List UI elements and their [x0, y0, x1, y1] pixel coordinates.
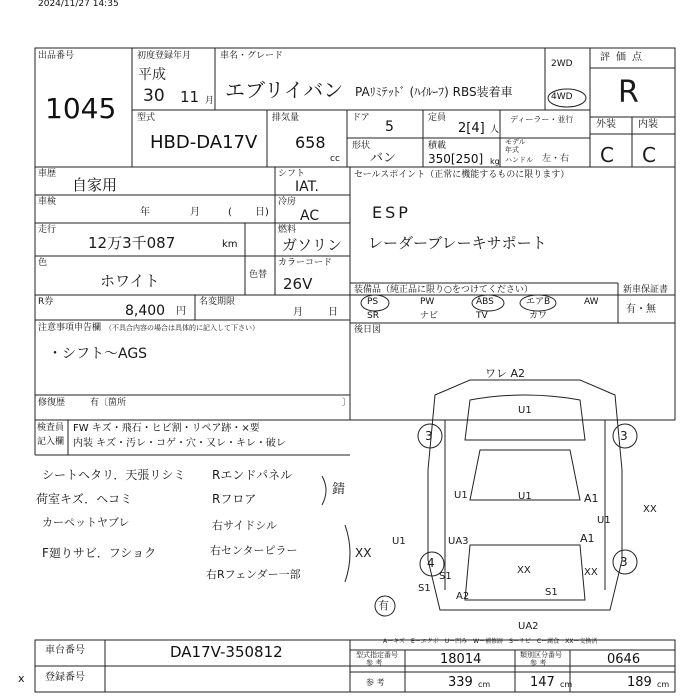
mark-x: x: [18, 672, 25, 685]
back-image-label: 後日図: [354, 325, 382, 335]
load-label: 積載: [428, 141, 447, 151]
diag-mark-14: XX: [517, 565, 531, 576]
reg-month-unit: 月: [205, 96, 215, 106]
note-ari: 有: [378, 599, 389, 612]
name-grade-label: 車名・グレード: [220, 51, 284, 61]
equip-abs: ABS: [476, 297, 494, 307]
inspector-line-2: 荷室キズ．ヘコミ: [36, 492, 133, 506]
inspector-label-1: 検査員: [37, 423, 65, 433]
diag-mark-7: U1: [597, 515, 611, 526]
inspector-legend-1: FW キズ・飛石・ヒビ割・リペア跡・×要: [73, 423, 260, 434]
first-reg-label: 初度登録年月: [137, 51, 192, 61]
shift-label: シフト: [278, 169, 306, 179]
ac-label: 冷房: [278, 197, 297, 207]
drive-2wd: 2WD: [551, 59, 573, 69]
interior-label: 内装: [638, 119, 658, 130]
model-year-label-2: 年式: [505, 146, 519, 154]
diag-mark-19: S1: [545, 587, 558, 598]
reg-year: 30: [143, 86, 165, 106]
dealer-label: ディーラー・並行: [510, 115, 574, 124]
inspector-label-2: 記入欄: [37, 437, 65, 447]
recycle: 8,400: [125, 303, 166, 319]
inspection-paren: (: [228, 207, 232, 218]
shape: バン: [370, 151, 397, 166]
kg-unit: kg: [490, 157, 500, 166]
inspection-month-unit: 月: [190, 207, 200, 218]
repair-value: 有〔箇所: [90, 398, 127, 408]
lot-number: 1045: [45, 92, 117, 125]
doors: 5: [385, 119, 394, 135]
displacement: 658: [295, 133, 326, 152]
chassis-label: 車台番号: [45, 645, 85, 656]
history-label: 車歴: [38, 169, 57, 179]
equip-ps: PS: [367, 297, 379, 307]
type-spec-label-2: 参 考: [366, 659, 383, 667]
ac: AC: [300, 208, 320, 224]
equip-navi: ナビ: [420, 311, 439, 321]
inspector-line-1: シートヘタリ．天張リシミ: [42, 468, 186, 482]
diag-mark-11: UA3: [448, 536, 469, 547]
inspector-line-4: F廻りサビ．フショク: [42, 546, 157, 560]
color-code-label: カラーコード: [278, 258, 333, 268]
sales-point-2: レーダーブレーキサポート: [368, 234, 547, 252]
equip-leather: カワ: [529, 311, 548, 321]
shape-label: 形状: [352, 141, 371, 151]
car-name: エブリイバン: [225, 78, 344, 102]
diag-mark-6: U1: [518, 491, 532, 502]
inspection-year-unit: 年: [140, 207, 150, 218]
diag-mark-4: U1: [454, 490, 468, 501]
reg-label: 登録番号: [45, 672, 85, 683]
dim-3: 189: [627, 675, 652, 690]
inspector-line-3: カーペットヤブレ: [42, 516, 130, 529]
eval-score: R: [618, 75, 639, 110]
dims-ref-label: 参 考: [366, 678, 385, 687]
inspector-right-3: 右サイドシル: [212, 519, 277, 532]
diag-mark-16: 3: [620, 555, 628, 569]
diag-mark-9: XX: [643, 504, 657, 515]
equip-sr: SR: [367, 311, 379, 321]
dim-1: 339: [448, 675, 473, 690]
diag-mark-12: 4: [427, 556, 435, 570]
notes-sub: （不具合内容の場合は具体的に記入して下さい）: [105, 324, 259, 332]
name-change-label: 名変期限: [199, 297, 236, 307]
inspector-legend-2: 内装 キズ・汚レ・コゲ・穴・又レ・キレ・破レ: [73, 438, 286, 449]
history: 自家用: [72, 176, 118, 194]
mark-rust: 錆: [332, 482, 346, 497]
mileage: 12万3千087: [88, 234, 176, 252]
warranty-value: 有・無: [626, 304, 656, 315]
fuel-label: 燃料: [278, 225, 297, 235]
equip-airbag: エアB: [526, 297, 551, 307]
equip-aw: AW: [584, 297, 599, 307]
grade: PAﾘﾐﾃｯﾄﾞ (ﾊｲﾙｰﾌ) RBS装着車: [355, 85, 513, 99]
diag-mark-15: XX: [584, 567, 598, 578]
model: HBD-DA17V: [150, 132, 258, 153]
drive-4wd: 4WD: [551, 92, 573, 102]
category: 0646: [607, 652, 641, 667]
diag-mark-1: U1: [518, 405, 532, 416]
mileage-label: 走行: [38, 225, 57, 235]
capacity-label: 定員: [428, 113, 447, 123]
notes-content: ・シフト〜AGS: [48, 346, 148, 362]
handle-label: ハンドル: [505, 156, 533, 164]
shift: IAT.: [295, 179, 319, 195]
repair-label: 修復歴: [38, 398, 66, 408]
color-code: 26V: [283, 275, 313, 293]
diag-mark-20: UA2: [518, 621, 539, 632]
equip-tv: TV: [476, 311, 488, 321]
notes-label: 注意事項申告欄: [38, 323, 102, 333]
equip-pw: PW: [420, 297, 435, 307]
inspector-right-1: Rエンドパネル: [212, 468, 293, 482]
dim-1-unit: cm: [478, 680, 491, 689]
diag-mark-10: U1: [392, 536, 406, 547]
diag-mark-2: 3: [425, 429, 433, 443]
lot-number-label: 出品番号: [38, 51, 75, 61]
type-spec: 18014: [440, 652, 482, 667]
mileage-unit: km: [222, 239, 238, 250]
chassis: DA17V-350812: [170, 643, 283, 661]
category-label-1: 類別区分番号: [520, 651, 562, 659]
recycle-label: R券: [38, 297, 54, 307]
new-warranty-label: 新車保証書: [623, 285, 669, 295]
inspection-day-unit: 日): [255, 207, 269, 218]
name-change-month: 月: [293, 307, 303, 318]
sales-point-1: ESP: [372, 203, 411, 222]
diag-mark-13: S1: [439, 571, 452, 582]
load: 350[250]: [428, 152, 484, 166]
yen-unit: 円: [176, 306, 186, 317]
handle: 左・右: [542, 154, 570, 164]
doors-label: ドア: [352, 113, 370, 123]
inspection-label: 車検: [38, 197, 57, 207]
repair-close: 〕: [342, 398, 352, 408]
model-year-label-1: モデル: [505, 138, 526, 146]
displacement-label: 排気量: [272, 113, 300, 123]
diag-mark-8: A1: [580, 532, 595, 545]
color: ホワイト: [100, 272, 160, 290]
exterior-grade: C: [600, 143, 614, 167]
diag-mark-5: A1: [584, 492, 599, 505]
color-swap-label: 色替: [249, 270, 268, 280]
diag-mark-0: ワレ A2: [485, 367, 526, 380]
dim-2-unit: cm: [560, 680, 573, 689]
dim-3-unit: cm: [657, 680, 670, 689]
type-spec-label-1: 型式指定番号: [356, 651, 398, 659]
mark-xx: XX: [355, 546, 372, 560]
person-unit: 人: [490, 125, 500, 135]
damage-legend: A－キズ E－エクボ U－凹み W－補修跡 S－サビ C－腐食 XX－交換済: [383, 638, 598, 645]
diag-mark-17: S1: [418, 583, 431, 594]
name-change-day: 日: [328, 307, 338, 318]
inspector-right-5: 右Rフェンダー一部: [206, 568, 301, 581]
cc-unit: cc: [330, 154, 340, 164]
color-label: 色: [38, 258, 48, 268]
category-label-2: 参 考: [530, 659, 547, 667]
diag-mark-3: 3: [620, 429, 628, 443]
interior-grade: C: [642, 143, 656, 167]
eval-label: 評価点: [600, 52, 648, 63]
inspector-right-2: Rフロア: [212, 492, 257, 506]
sales-points-label: セールスポイント（正常に機能するものに限ります）: [354, 170, 570, 180]
diag-mark-18: A2: [456, 591, 470, 602]
capacity: 2[4]: [458, 121, 485, 136]
reg-month: 11: [180, 88, 200, 106]
fuel: ガソリン: [282, 236, 343, 254]
dim-2: 147: [530, 675, 555, 690]
exterior-label: 外装: [596, 119, 616, 130]
model-label: 型式: [137, 113, 156, 123]
inspector-right-4: 右センターピラー: [210, 544, 298, 557]
era: 平成: [138, 67, 166, 83]
timestamp: 2024/11/27 14:35: [38, 0, 119, 9]
equipment-label: 装備品（純正品に限り○をつけてください）: [354, 285, 533, 295]
